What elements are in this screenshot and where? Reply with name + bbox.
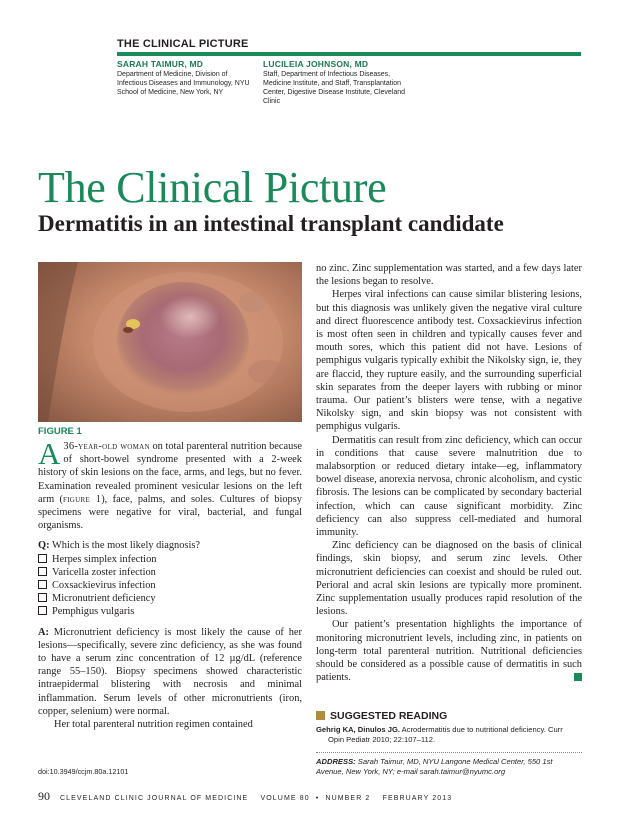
- author-name: LUCILEIA JOHNSON, MD: [263, 59, 369, 69]
- checkbox-icon: [38, 593, 47, 602]
- page-footer: [38, 789, 452, 804]
- question-label: Q:: [38, 540, 50, 552]
- answer-text: Micronutrient deficiency is most likely the cause of her lesions—specifically, severe zinc deficiency, as she was found to have a serum zinc concentration of 12 µg/dL (reference range 55–150). Biopsy specimens showed characteristic intraepidermal blistering with necrosis and minimal inflammation. Serum levels of other micronutrients (iron, copper, selenium) were normal.: [38, 626, 302, 717]
- article-title: The Clinical Picture: [38, 163, 387, 212]
- body-paragraph: Her total parenteral nutrition regimen contained: [54, 719, 253, 731]
- left-column: [38, 436, 302, 731]
- option-text: Pemphigus vulgaris: [52, 606, 135, 618]
- checkbox-icon: [38, 580, 47, 589]
- body-paragraph-final: [316, 618, 582, 684]
- author-name: SARAH TAIMUR, MD: [117, 59, 204, 69]
- page-number: 90: [38, 789, 50, 803]
- body-paragraph: Herpes viral infections can cause similar blistering lesions, but this diagnosis was unlikely given the negative viral culture and direct fluorescence antibody test. Coxsackievirus infection is most often seen in children and typically causes fever and mouth sores, which this patient did not have. Lesions of pemphigus vulgaris typically exhibit the Nikolsky sign, ie, they are flaccid, they rupture easily, and the surrounding superficial skin separates from the deeper layers with rubbing or minor trauma. Our patient’s blisters were tense, with a negative Nikolsky sign, and skin biopsy was not consistent with pemphigus vulgaris.: [316, 289, 582, 433]
- right-column: [316, 262, 582, 685]
- author-block-2: [263, 59, 413, 106]
- answer-paragraph: [38, 626, 302, 718]
- intro-paragraph: [38, 436, 302, 532]
- address-text: Sarah Taimur, MD, NYU Langone Medical Center, 550 1st Avenue, New York, NY; e-mail sarah.taimur@nyumc.org: [316, 757, 553, 776]
- end-mark-icon: [574, 673, 582, 681]
- author-affiliation: Department of Medicine, Division of Infectious Diseases and Immunology, NYU School of Medicine, New York, NY: [117, 71, 250, 96]
- section-square-icon: [316, 711, 325, 720]
- checkbox-icon: [38, 567, 47, 576]
- question-text: Which is the most likely diagnosis?: [49, 540, 201, 552]
- journal-info: CLEVELAND CLINIC JOURNAL OF MEDICINE VOLUME 80 • NUMBER 2 FEBRUARY 2013: [60, 795, 453, 802]
- figure-reference: figure 1: [62, 493, 102, 505]
- option-item: [38, 579, 302, 592]
- option-text: Herpes simplex infection: [52, 553, 157, 565]
- article-subtitle: Dermatitis in an intestinal transplant candidate: [38, 211, 504, 236]
- checkbox-icon: [38, 606, 47, 615]
- body-paragraph: no zinc. Zinc supplementation was started, and a few days later the lesions began to resolve.: [316, 263, 582, 288]
- option-text: Varicella zoster infection: [52, 566, 156, 578]
- final-text: Our patient’s presentation highlights the importance of monitoring micronutrient levels, including zinc, in patients on long-term total parenteral nutrition. Nutritional deficiencies should be considered as a possible cause of dermatitis in such patients.: [316, 619, 582, 684]
- intro-text-b: ), face, palms, and soles. Cultures of biopsy specimens were negative for viral, bacterial, and fungal organisms.: [38, 493, 302, 532]
- figure-photo: [38, 262, 302, 422]
- drop-cap: A: [38, 436, 61, 471]
- question: [38, 539, 302, 552]
- header-rule: [117, 52, 581, 56]
- address-divider: [316, 752, 582, 753]
- body-paragraph: Zinc deficiency can be diagnosed on the basis of clinical findings, skin biopsy, and serum zinc levels. Other micronutrient deficiencies can coexist and should be ruled out. Perioral and acral skin lesions are typically more prominent. Zinc supplementation usually produces rapid resolution of the lesions.: [316, 540, 582, 618]
- suggested-reading-heading: [316, 710, 447, 722]
- author-affiliation: Staff, Department of Infectious Diseases, Medicine Institute, and Staff, Transplantation Center, Digestive Disease Institute, Cleveland Clinic: [263, 71, 406, 105]
- option-item: [38, 566, 302, 579]
- reference-citation-a: Acrodermatitis due to nutritional deficiency. Curr: [399, 725, 563, 734]
- checkbox-icon: [38, 554, 47, 563]
- option-item: [38, 605, 302, 618]
- reference-citation-b: Opin Pediatr 2010; 22:107–112.: [328, 735, 436, 744]
- author-block-1: [117, 59, 257, 97]
- address-label: ADDRESS:: [316, 757, 356, 766]
- doi: doi:10.3949/ccjm.80a.12101: [38, 767, 129, 776]
- body-paragraph: Dermatitis can result from zinc deficiency, which can occur in conditions that cause severe malnutrition due to malabsorption or reduced dietary intake—eg, inflammatory bowel disease, anorexia nervosa, chronic alcoholism, and cystic fibrosis. The lesions can be complicated by secondary bacterial infection, which can cause significant morbidity. Zinc deficiency can also suppress cell-mediated and humoral immunity.: [316, 434, 582, 539]
- suggested-reading-title: SUGGESTED READING: [330, 710, 448, 722]
- option-text: Micronutrient deficiency: [52, 593, 156, 605]
- figure-label: FIGURE 1: [38, 426, 82, 437]
- intro-small-caps: 36-year-old woman: [63, 441, 150, 452]
- intro-text-a: on total parenteral nutrition because of short-bowel syndrome presented with a 2-week history of skin lesions on the face, arms, and legs, but no fever. Examination revealed prominent vesicular lesions on the left arm (: [38, 441, 302, 505]
- reference-authors: Gehrig KA, Dinulos JG.: [316, 725, 400, 734]
- option-text: Coxsackievirus infection: [52, 580, 156, 592]
- options-list: [38, 553, 302, 619]
- answer-label: A:: [38, 626, 49, 638]
- option-item: [38, 592, 302, 605]
- correspondence-address: [316, 757, 582, 777]
- reference-entry: [316, 725, 582, 745]
- section-label: THE CLINICAL PICTURE: [117, 38, 249, 50]
- option-item: [38, 553, 302, 566]
